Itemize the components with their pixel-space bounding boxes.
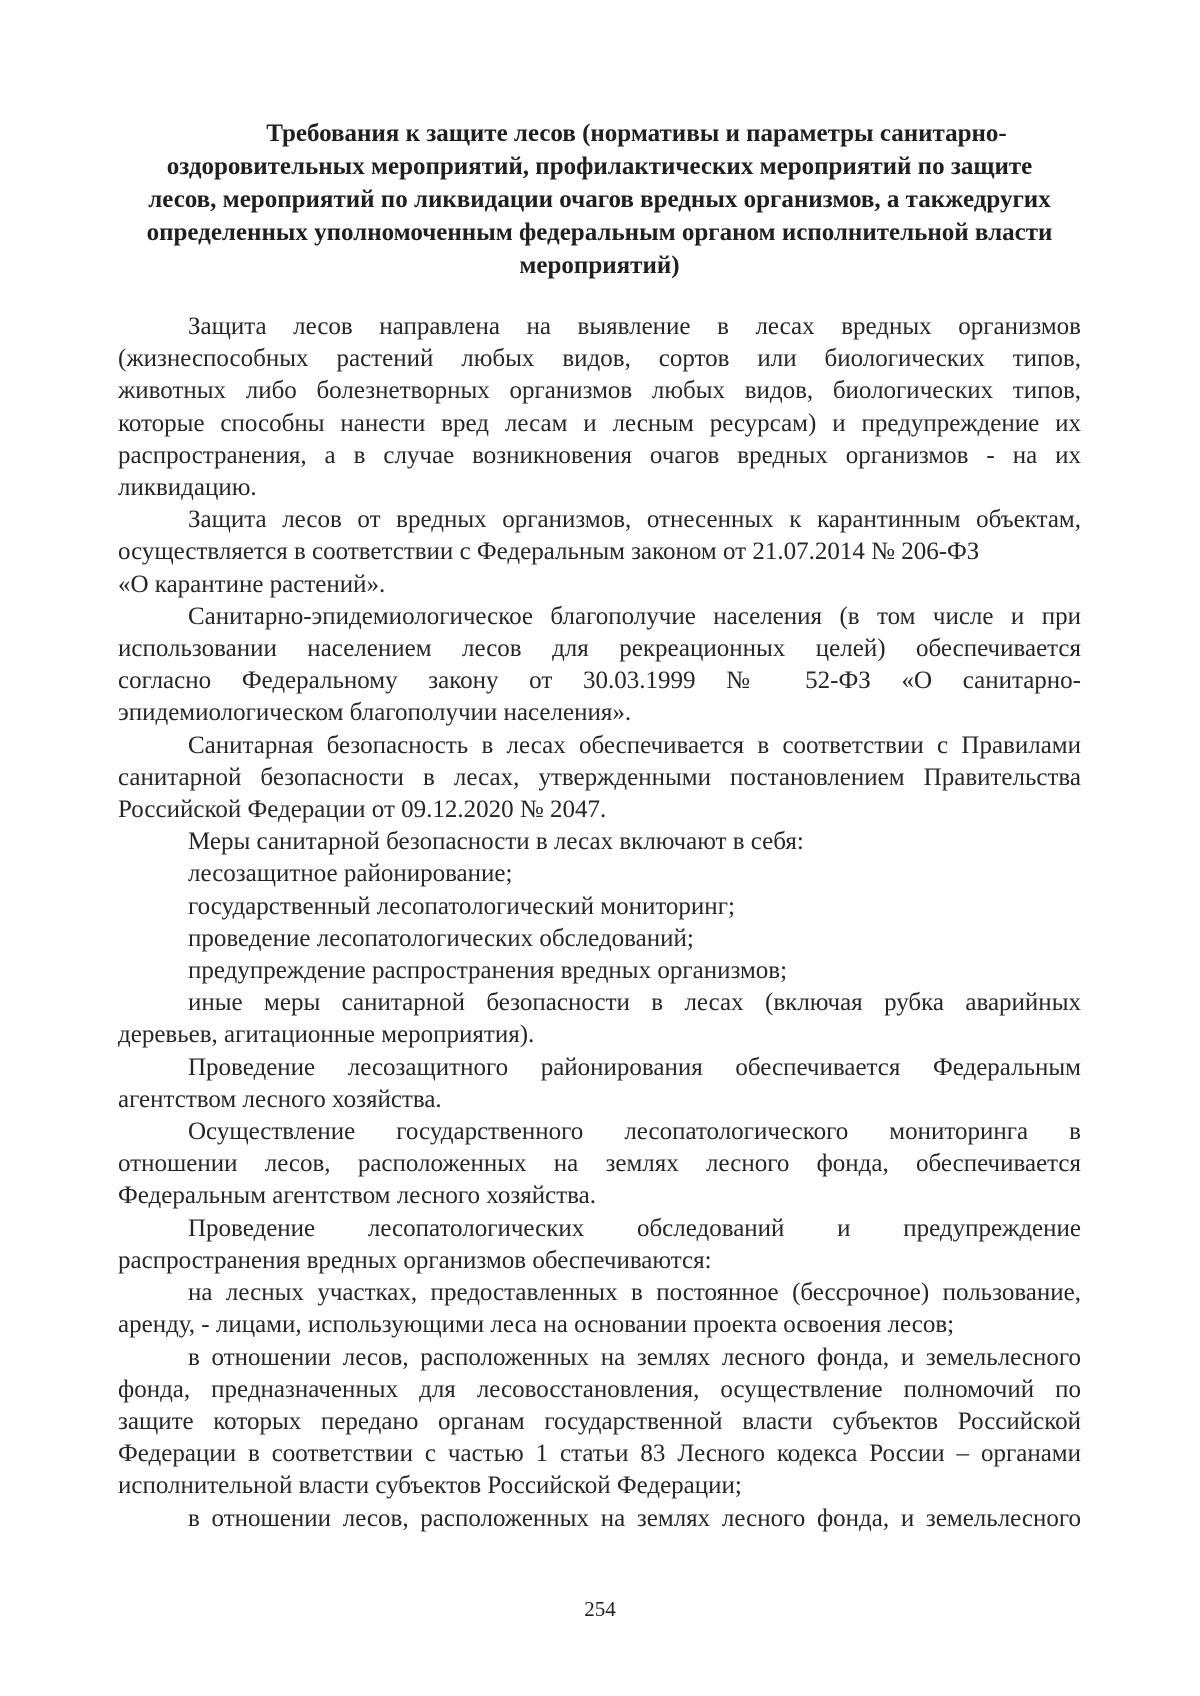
text-line: в отношении лесов, расположенных на землях лесного фонда, и земельлесного	[188, 1343, 1081, 1371]
text-line: распространения вредных организмов обеспечиваются:	[118, 1246, 712, 1274]
text-line: использовании населением лесов для рекреационных целей) обеспечивается	[118, 635, 1081, 663]
text-line: эпидемиологическом благополучии населения».	[118, 699, 632, 727]
paragraph-sanitary-measures-intro	[118, 826, 1081, 858]
list-item-state-monitoring	[118, 891, 1081, 923]
text-line: животных либо болезнетворных организмов любых видов, биологических типов,	[118, 377, 1081, 405]
text-line: государственный лесопатологический мониторинг;	[188, 892, 735, 920]
text-line: Санитарная безопасность в лесах обеспечивается в соответствии с Правилами	[188, 731, 1081, 759]
paragraph-sanitary-epidemiological-wellbeing	[118, 601, 1081, 730]
paragraph-surveys-and-prevention	[118, 1213, 1081, 1277]
text-line: отношении лесов, расположенных на землях лесного фонда, обеспечивается	[118, 1150, 1081, 1178]
text-line: исполнительной власти субъектов Российской Федерации;	[118, 1472, 742, 1500]
text-line: иные меры санитарной безопасности в лесах (включая рубка аварийных	[188, 989, 1081, 1017]
text-line: Федерации в соответствии с частью 1 статьи 83 Лесного кодекса России – органами	[118, 1440, 1081, 1468]
paragraph-regional-authorities	[118, 1342, 1081, 1503]
text-line: агентством лесного хозяйства.	[118, 1085, 442, 1113]
document-title-line: мероприятий)	[519, 252, 680, 279]
text-line: которые способны нанести вред лесам и лесным ресурсам) и предупреждение их	[118, 409, 1081, 437]
text-line: (жизнеспособных растений любых видов, сортов или биологических типов,	[118, 345, 1081, 373]
document-title	[118, 117, 1081, 282]
text-line: Федеральным агентством лесного хозяйства.	[118, 1182, 596, 1210]
paragraph-monitoring-responsibility	[118, 1116, 1081, 1213]
text-line: Защита лесов направлена на выявление в лесах вредных организмов	[188, 313, 1081, 340]
text-line: Санитарно-эпидемиологическое благополучие населения (в том числе и при	[188, 602, 1081, 630]
text-line: защите которых передано органам государственной власти субъектов Российской	[118, 1407, 1081, 1435]
document-title-line: лесов, мероприятий по ликвидации очагов вредных организмов, а такжедругих	[148, 186, 1051, 213]
text-line: Российской Федерации от 09.12.2020 № 2047.	[118, 796, 607, 824]
paragraph-continued-forest-lands	[118, 1503, 1081, 1535]
list-item-prevent-spread	[118, 955, 1081, 987]
text-line: санитарной безопасности в лесах, утвержденными постановлением Правительства	[118, 763, 1081, 791]
text-line: на лесных участках, предоставленных в постоянное (бессрочное) пользование,	[188, 1279, 1081, 1307]
page-number: 254	[584, 1597, 616, 1621]
text-line: согласно Федеральному закону от 30.03.1999 № 52-ФЗ «О санитарно-	[118, 667, 1081, 695]
text-line: Меры санитарной безопасности в лесах включают в себя:	[188, 828, 804, 856]
document-title-line: Требования к защите лесов (нормативы и параметры санитарно-	[266, 120, 1007, 147]
text-line: лесозащитное районирование;	[188, 860, 513, 888]
text-line: в отношении лесов, расположенных на землях лесного фонда, и земельлесного	[188, 1504, 1081, 1532]
paragraph-zoning-responsibility	[118, 1052, 1081, 1116]
text-line: Защита лесов от вредных организмов, отнесенных к карантинным объектам,	[188, 506, 1081, 534]
paragraph-quarantine-objects	[118, 504, 1081, 601]
list-item-forest-zoning	[118, 858, 1081, 890]
text-line: проведение лесопатологических обследований;	[188, 924, 694, 952]
text-line: осуществляется в соответствии с Федеральным законом от 21.07.2014 № 206-ФЗ	[118, 538, 980, 566]
text-line: предупреждение распространения вредных организмов;	[188, 957, 788, 985]
paragraph-leased-forest-plots	[118, 1277, 1081, 1341]
paragraph-sanitary-safety-rules	[118, 730, 1081, 827]
text-line: ликвидацию.	[118, 474, 257, 502]
text-line: аренду, - лицами, использующими леса на основании проекта освоения лесов;	[118, 1311, 955, 1339]
text-line: Проведение лесопатологических обследований и предупреждение	[188, 1214, 1081, 1242]
text-line: «О карантине растений».	[118, 570, 386, 598]
text-line: Осуществление государственного лесопатологического мониторинга в	[188, 1118, 1081, 1146]
text-line: деревьев, агитационные мероприятия).	[118, 1021, 535, 1049]
document-title-line: определенных уполномоченным федеральным органом исполнительной власти	[146, 219, 1053, 246]
text-line: распространения, а в случае возникновения очагов вредных организмов - на их	[118, 441, 1081, 469]
paragraph-forest-protection-purpose	[118, 311, 1081, 504]
text-line: Проведение лесозащитного районирования обеспечивается Федеральным	[188, 1053, 1081, 1081]
list-item-other-measures	[118, 987, 1081, 1051]
document-title-line: оздоровительных мероприятий, профилактических мероприятий по защите	[166, 153, 1033, 180]
list-item-pathology-surveys	[118, 923, 1081, 955]
text-line: фонда, предназначенных для лесовосстановления, осуществление полномочий по	[118, 1375, 1081, 1403]
document-body	[118, 311, 1081, 1535]
